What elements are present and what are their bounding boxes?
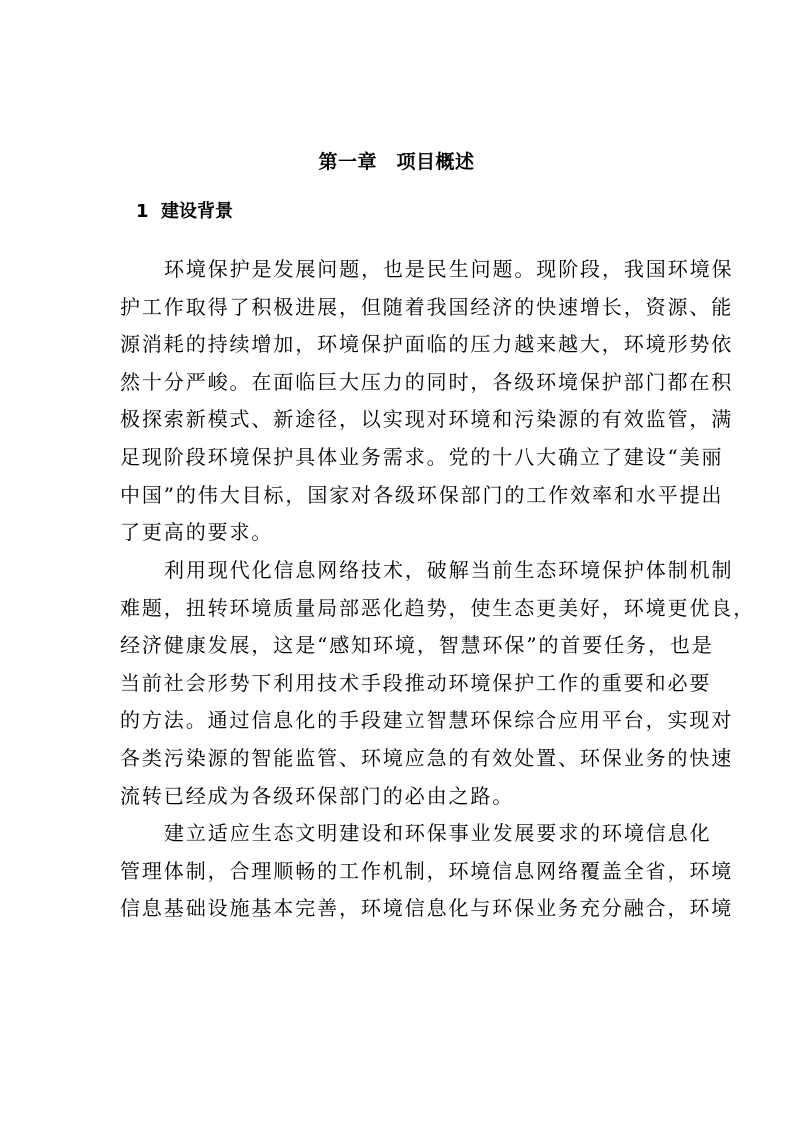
paragraph-line: 流转已经成为各级环保部门的必由之路。 bbox=[120, 783, 515, 808]
paragraph-line: 建立适应生态文明建设和环保事业发展要求的环境信息化 bbox=[164, 821, 712, 845]
paragraph-line: 管理体制，合理顺畅的工作机制，环境信息网络覆盖全省，环境 bbox=[120, 858, 734, 883]
paragraph-line: 足现阶段环境保护具体业务需求。党的十八大确立了建设“美丽 bbox=[120, 444, 724, 469]
paragraph-line: 护工作取得了积极进展，但随着我国经济的快速增长，资源、能 bbox=[120, 294, 734, 319]
paragraph-line: 信息基础设施基本完善，环境信息化与环保业务充分融合，环境 bbox=[120, 896, 734, 921]
paragraph-line: 各类污染源的智能监管、环境应急的有效处置、环保业务的快速 bbox=[120, 745, 734, 770]
chapter-title: 第一章 项目概述 bbox=[318, 151, 475, 173]
paragraph-line: 环境保护是发展问题，也是民生问题。现阶段，我国环境保 bbox=[164, 257, 734, 281]
paragraph-line: 当前社会形势下利用技术手段推动环境保护工作的重要和必要 bbox=[120, 670, 712, 695]
paragraph-line: 利用现代化信息网络技术，破解当前生态环境保护体制机制 bbox=[164, 558, 734, 582]
paragraph-1 bbox=[120, 251, 734, 552]
paragraph-line: 了更高的要求。 bbox=[120, 520, 274, 545]
paragraph-line: 的方法。通过信息化的手段建立智慧环保综合应用平台，实现对 bbox=[120, 708, 734, 733]
paragraph-line: 然十分严峻。在面临巨大压力的同时，各级环境保护部门都在积 bbox=[120, 369, 734, 394]
paragraph-line: 中国”的伟大目标，国家对各级环保部门的工作效率和水平提出 bbox=[120, 482, 724, 507]
paragraph-2 bbox=[120, 552, 756, 815]
paragraph-3 bbox=[120, 815, 734, 928]
paragraph-line: 极探索新模式、新途径，以实现对环境和污染源的有效监管，满 bbox=[120, 407, 734, 432]
paragraph-line: 难题，扭转环境质量局部恶化趋势，使生态更美好，环境更优良， bbox=[120, 595, 756, 620]
paragraph-line: 源消耗的持续增加，环境保护面临的压力越来越大，环境形势依 bbox=[120, 332, 734, 357]
paragraph-line: 经济健康发展，这是“感知环境，智慧环保”的首要任务，也是 bbox=[120, 633, 714, 658]
section-heading: 1 建设背景 bbox=[136, 201, 234, 222]
